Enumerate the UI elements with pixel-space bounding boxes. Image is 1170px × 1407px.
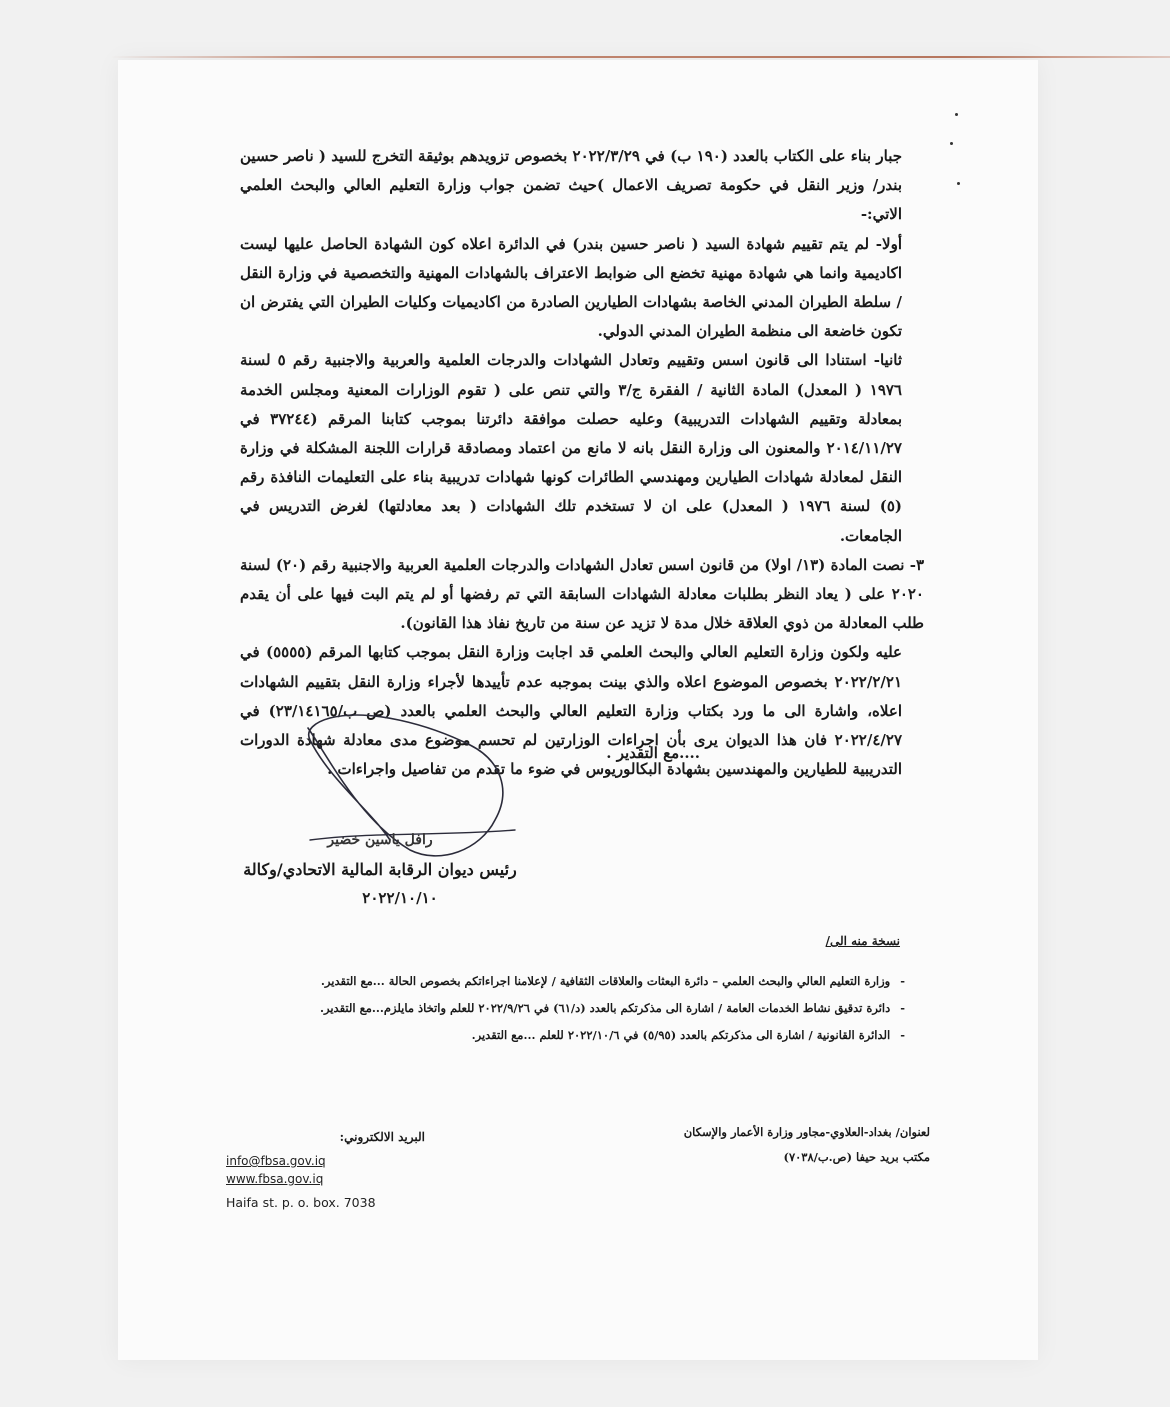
margin-dot [950, 142, 953, 145]
copy-item: -دائرة تدقيق نشاط الخدمات العامة / اشارة الى مذكرتكم بالعدد (د/٦١) في ٢٠٢٢/٩/٢٦ للعلم واتخاذ مايلزم...مع التقدير. [320, 1001, 905, 1015]
photo-edge-line [110, 56, 1170, 58]
website-link[interactable]: www.fbsa.gov.iq [226, 1172, 324, 1186]
closing-regards: ....مع التقدير . [606, 744, 700, 762]
intro-paragraph: جبار بناء على الكتاب بالعدد (١٩٠ ب) في ٢٠٢٢/٣/٢٩ بخصوص تزويدهم بوثيقة التخرج للسيد ( ناصر حسين بندر/ وزير النقل في حكومة تصريف الاعمال )حيث تضمن جواب وزارة التعليم العالي والبحث العلمي الاتي:- [240, 147, 902, 224]
address-line: لعنوان/ بغداد-العلاوي-مجاور وزارة الأعمار والإسكان [683, 1125, 930, 1139]
signer-title: رئيس ديوان الرقابة المالية الاتحادي/وكالة [243, 860, 517, 879]
email-label: البريد الالكتروني: [339, 1130, 425, 1144]
postal-line: مكتب بريد حيفا (ص.ب/٧٠٣٨) [783, 1150, 930, 1164]
signature-date: ٢٠٢٢/١٠/١٠ [362, 889, 438, 907]
copy-item: -وزارة التعليم العالي والبحث العلمي – دائرة البعثات والعلاقات الثقافية / لإعلامنا اجراءاتكم بخصوص الحالة ...مع التقدير. [320, 974, 905, 988]
point-first: أولا- لم يتم تقييم شهادة السيد ( ناصر حسين بندر) في الدائرة اعلاه كون الشهادة الحاصل عليها ليست اكاديمية وانما هي شهادة مهنية تخضع الى ضوابط الاعتراف بالشهادات المهنية والتخصصية في وزارة النقل / سلطة الطيران المدني الخاصة بشهادات الطيارين الصادرة من اكاديميات وكليات الطيران التي يفترض ان تكون خاضعة الى منظمة الطيران المدني الدولي. [240, 234, 902, 341]
point-third: ٣- نصت المادة (١٣/ اولا) من قانون اسس تعادل الشهادات والدرجات العلمية العربية والاجنبية رقم (٢٠) لسنة ٢٠٢٠ على ( يعاد النظر بطلبات معادلة الشهادات السابقة التي تم رفضها أو لم يتم البت فيها على أن يقدم طلب المعادلة من ذوي العلاقة خلال مدة لا تزيد عن سنة من تاريخ نفاذ هذا القانون). [240, 555, 924, 633]
po-box: Haifa st. p. o. box. 7038 [226, 1195, 376, 1210]
copies-header: نسخة منه الى/ [825, 934, 900, 948]
copies-list [320, 968, 905, 1049]
footer-address [640, 1120, 930, 1170]
conclusion-paragraph: عليه ولكون وزارة التعليم العالي والبحث العلمي قد اجابت وزارة النقل بموجب كتابها المرقم (٥٥٥٥) في ٢٠٢٢/٢/٢١ بخصوص الموضوع اعلاه والذي بينت بموجبه عدم تأييدها لأجراء وزارة النقل بتقييم الشهادات اعلاه، واشارة الى ما ورد بكتاب وزارة التعليم العالي والبحث العلمي بالعدد (ص ب/٢٣/١٤١٦٥) في ٢٠٢٢/٤/٢٧ فان هذا الديوان يرى بأن اجراءات الوزارتين لم تحسم موضوع مدى معادلة شهادة الدورات التدريبية للطيارين والمهندسين بشهادة البكالوريوس في ضوء ما تقدم من تفاصيل واجراءات . [240, 643, 903, 779]
margin-dot [955, 113, 958, 116]
email-link[interactable]: info@fbsa.gov.iq [226, 1154, 326, 1168]
copy-item: -الدائرة القانونية / اشارة الى مذكرتكم بالعدد (٥/٩٥) في ٢٠٢٢/١٠/٦ للعلم ...مع التقدير. [471, 1028, 905, 1042]
point-second: ثانيا- استنادا الى قانون اسس وتقييم وتعادل الشهادات والدرجات العلمية والعربية والاجنبية رقم ٥ لسنة ١٩٧٦ ( المعدل) المادة الثانية / الفقرة ج/٣ والتي تنص على ( تقوم الوزارات المعنية ومجلس الخدمة بمعادلة وتقييم الشهادات التدريبية) وعليه حصلت موافقة دائرتنا بموجب كتابنا المرقم (٣٧٢٤٤ في ٢٠١٤/١١/٢٧ والمعنون الى وزارة النقل بانه لا مانع من اعتماد ومصادقة قرارات اللجنة المشكلة في وزارة النقل لمعادلة شهادات الطيارين ومهندسي الطائرات كونها شهادات تدريبية بناء على التعليمات النافذة رقم (٥) لسنة ١٩٧٦ ( المعدل) على ان لا تستخدم تلك الشهادات ( بعد معادلتها) لغرض التدريس في الجامعات. [240, 351, 903, 545]
signature-block [240, 832, 520, 907]
footer-contacts [226, 1152, 486, 1212]
letter-body [240, 142, 924, 784]
signer-name: رافل ياسين خضير [327, 832, 433, 848]
margin-dot [957, 182, 960, 185]
